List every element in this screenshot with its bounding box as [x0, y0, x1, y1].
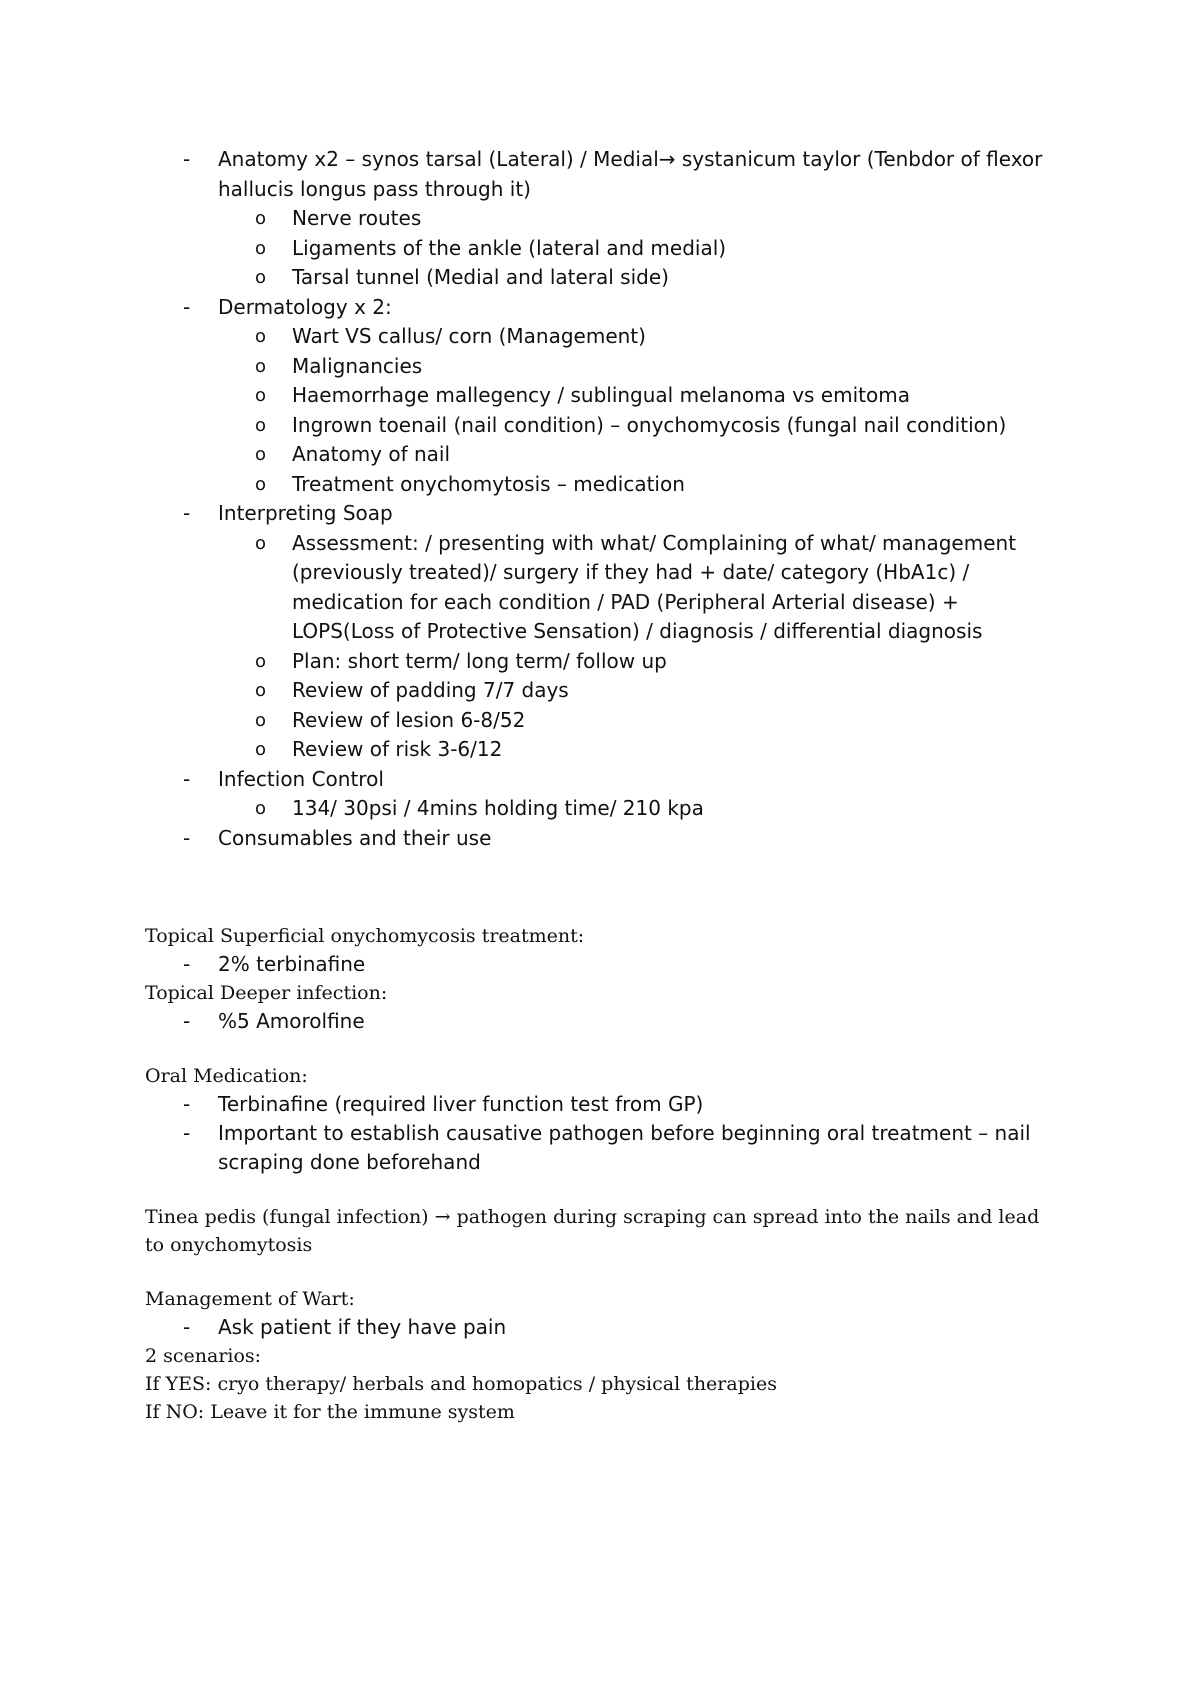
- outline-subitem-text: Nerve routes: [292, 206, 422, 230]
- topical-superficial-heading: Topical Superficial onychomycosis treatment:: [145, 925, 585, 947]
- scenarios-line: 2 scenarios:: [145, 1345, 262, 1367]
- outline-subitem: [0, 204, 1200, 234]
- outline-subitem-text: Malignancies: [292, 353, 423, 378]
- dash-marker: -: [183, 147, 191, 171]
- outline-subitem: [0, 735, 1200, 765]
- bullet-text: %5 Amorolfine: [218, 1009, 365, 1033]
- exam-topics-outline: [0, 145, 1200, 853]
- outline-item: [0, 145, 1200, 204]
- outline-subitem-text: Review of padding 7/7 days: [292, 678, 569, 702]
- outline-subitem: [0, 263, 1200, 293]
- circle-marker: o: [255, 532, 267, 554]
- outline-subitem-text: Review of lesion 6-8/52: [292, 707, 526, 732]
- outline-subitem-text: Treatment onychomytosis – medication: [292, 471, 685, 496]
- dash-marker: -: [183, 1092, 191, 1116]
- circle-marker: o: [255, 444, 267, 465]
- circle-marker: o: [255, 267, 267, 288]
- outline-item-text: Anatomy x2 – synos tarsal (Lateral) / Medial→ systanicum taylor (Tenbdor of flexor hallucis longus pass through it): [218, 147, 1043, 201]
- bullet-text: Terbinafine (required liver function test from GP): [218, 1092, 704, 1116]
- outline-item: [0, 765, 1200, 795]
- outline-subitem: [0, 440, 1200, 470]
- outline-subitem: [0, 470, 1200, 500]
- outline-subitem-text: Ligaments of the ankle (lateral and medial): [292, 235, 727, 260]
- bullet-text: Important to establish causative pathogen before beginning oral treatment – nail scraping done beforehand: [218, 1121, 1031, 1174]
- tinea-pedis-line: Tinea pedis (fungal infection) → pathogen during scraping can spread into the nails and lead to onychomytosis: [145, 1206, 1040, 1256]
- outline-subitem: [0, 411, 1200, 441]
- outline-subitem-text: Haemorrhage mallegency / sublingual melanoma vs emitoma: [292, 383, 910, 407]
- oral-item: [0, 1119, 1200, 1177]
- dash-marker: -: [183, 825, 191, 850]
- dash-marker: -: [183, 1009, 191, 1033]
- outline-subitem: [0, 322, 1200, 352]
- dash-marker: -: [183, 1315, 191, 1339]
- outline-subitem: [0, 381, 1200, 411]
- spacer: [0, 1177, 1200, 1203]
- oral-medication-heading: Oral Medication:: [145, 1065, 308, 1087]
- outline-item-text: Infection Control: [218, 766, 384, 791]
- topical-deeper-item: [0, 1007, 1200, 1036]
- outline-subitem-text: 134/ 30psi / 4mins holding time/ 210 kpa: [292, 796, 704, 820]
- outline-item-text: Interpreting Soap: [218, 501, 393, 525]
- dash-marker: -: [183, 952, 191, 976]
- outline-subitem-text: Review of risk 3-6/12: [292, 737, 503, 761]
- circle-marker: o: [255, 326, 267, 347]
- circle-marker: o: [255, 385, 267, 406]
- circle-marker: o: [255, 414, 267, 436]
- treatment-notes: [0, 922, 1200, 1426]
- wart-management-heading: Management of Wart:: [145, 1288, 355, 1310]
- bullet-text: 2% terbinafine: [218, 952, 366, 976]
- wart-item: [0, 1313, 1200, 1342]
- circle-marker: o: [255, 208, 267, 229]
- spacer: [0, 1036, 1200, 1062]
- outline-subitem: [0, 676, 1200, 706]
- circle-marker: o: [255, 473, 267, 495]
- topical-deeper-heading: Topical Deeper infection:: [145, 982, 388, 1004]
- oral-item: [0, 1090, 1200, 1119]
- outline-subitem: [0, 234, 1200, 264]
- outline-subitem-text: Wart VS callus/ corn (Management): [292, 324, 646, 348]
- outline-item: [0, 499, 1200, 529]
- outline-subitem-text: Ingrown toenail (nail condition) – onychomycosis (fungal nail condition): [292, 412, 1007, 437]
- dash-marker: -: [183, 294, 191, 319]
- dash-marker: -: [183, 501, 191, 525]
- outline-subitem-text: Anatomy of nail: [292, 442, 451, 466]
- outline-item-text: Dermatology x 2:: [218, 294, 392, 319]
- outline-subitem-text: Assessment: / presenting with what/ Complaining of what/ management (previously treated)/ surgery if they had + date/ category (HbA1c) / medication for each condition / PAD (Peripheral Arterial disease) + LOPS(Loss of Protective Sensation) / diagnosis / differential diagnosis: [292, 530, 1017, 643]
- bullet-text: Ask patient if they have pain: [218, 1315, 507, 1339]
- outline-item-text: Consumables and their use: [218, 825, 492, 850]
- dash-marker: -: [183, 1121, 191, 1145]
- outline-item: [0, 824, 1200, 854]
- circle-marker: o: [255, 709, 267, 731]
- outline-subitem: [0, 794, 1200, 824]
- circle-marker: o: [255, 680, 267, 701]
- outline-subitem: [0, 352, 1200, 382]
- outline-subitem: [0, 706, 1200, 736]
- dash-marker: -: [183, 766, 191, 791]
- outline-subitem-text: Tarsal tunnel (Medial and lateral side): [292, 265, 669, 289]
- outline-subitem-text: Plan: short term/ long term/ follow up: [292, 648, 667, 673]
- circle-marker: o: [255, 798, 267, 819]
- outline-list: [0, 145, 1200, 853]
- if-yes-line: If YES: cryo therapy/ herbals and homopatics / physical therapies: [145, 1373, 777, 1395]
- outline-subitem: [0, 647, 1200, 677]
- if-no-line: If NO: Leave it for the immune system: [145, 1401, 515, 1423]
- circle-marker: o: [255, 237, 267, 259]
- outline-subitem: [0, 529, 1200, 647]
- circle-marker: o: [255, 650, 267, 672]
- spacer: [0, 1259, 1200, 1285]
- topical-superficial-item: [0, 950, 1200, 979]
- circle-marker: o: [255, 355, 267, 377]
- circle-marker: o: [255, 739, 267, 760]
- outline-item: [0, 293, 1200, 323]
